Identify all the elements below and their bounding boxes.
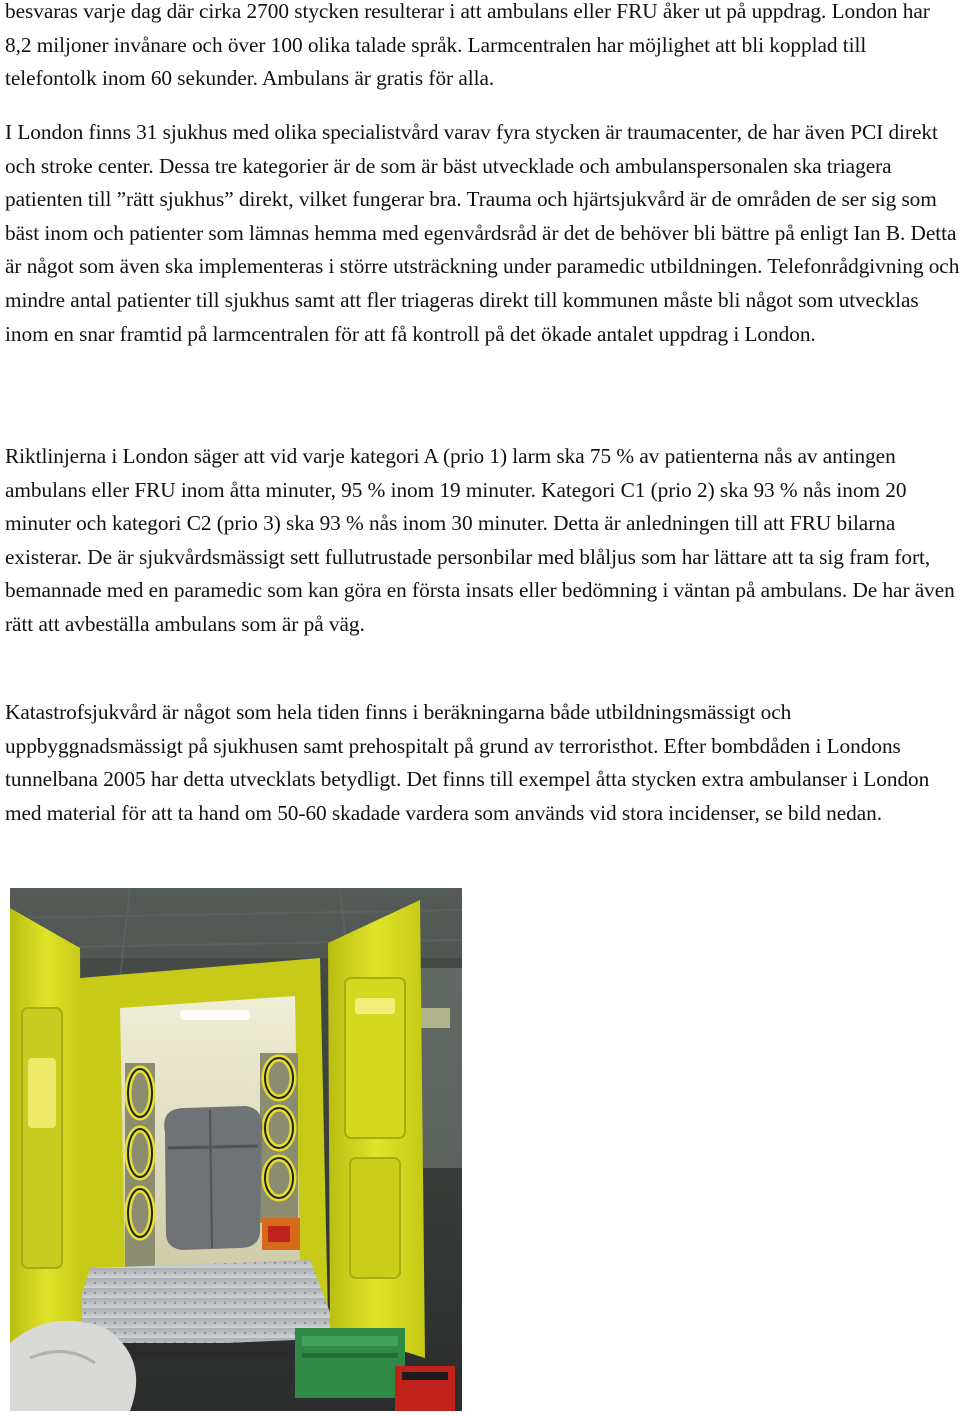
ambulance-rear-photo [10, 888, 462, 1411]
paragraph-1: besvaras varje dag där cirka 2700 stycken resulterar i att ambulans eller FRU åker ut på uppdrag. London har 8,2 miljoner invånare och över 100 olika talade språk. Larmcentralen har möjlighet att bli kopplad till telefontolk inom 60 sekunder. Ambulans är gratis för alla. [5, 0, 930, 91]
paragraph-3: Riktlinjerna i London säger att vid varje kategori A (prio 1) larm ska 75 % av patienterna nås av antingen ambulans eller FRU inom åtta minuter, 95 % inom 19 minuter. Kategori C1 (prio 2) ska 93 % nås inom 20 minuter och kategori C2 (prio 3) ska 93 % nås inom 30 minuter. Detta är anledningen till att FRU bilarna existerar. De är sjukvårdsmässigt sett fullutrustade personbilar med blåljus som har lättare att ta sig fram fort, bemannade med en paramedic som kan göra en första insats eller bedömning i väntan på ambulans. De har även rätt att avbeställa ambulans som är på väg. [5, 444, 955, 636]
photo-illustration [10, 888, 462, 1411]
paragraph-4: Katastrofsjukvård är något som hela tiden finns i beräkningarna både utbildningsmässigt och uppbyggnadsmässigt på sjukhusen samt prehospitalt på grund av terroristhot. Efter bombdåden i Londons tunnelbana 2005 har detta utvecklats betydligt. Det finns till exempel åtta stycken extra ambulanser i London med material för att ta hand om 50-60 skadade vardera som används vid stora incidenser, se bild nedan. [5, 700, 930, 825]
paragraph-2: I London finns 31 sjukhus med olika specialistvård varav fyra stycken är traumacenter, de har även PCI direkt och stroke center. Dessa tre kategorier är de som är bäst utvecklade och ambulanspersonalen ska triagera patienten till ”rätt sjukhus” direkt, vilket fungerar bra. Trauma och hjärtsjukvård är de områden de ser sig som bäst inom och patienter som lämnas hemma med egenvårdsråd är det de behöver bli bättre på enligt Ian B. Detta är något som även ska implementeras i större utsträckning under paramedic utbildningen. Telefonrådgivning och mindre antal patienter till sjukhus samt att fler triageras direkt till kommunen måste bli något som utvecklas inom en snar framtid på larmcentralen för att få kontroll på det ökade antalet uppdrag i London. [5, 120, 960, 346]
